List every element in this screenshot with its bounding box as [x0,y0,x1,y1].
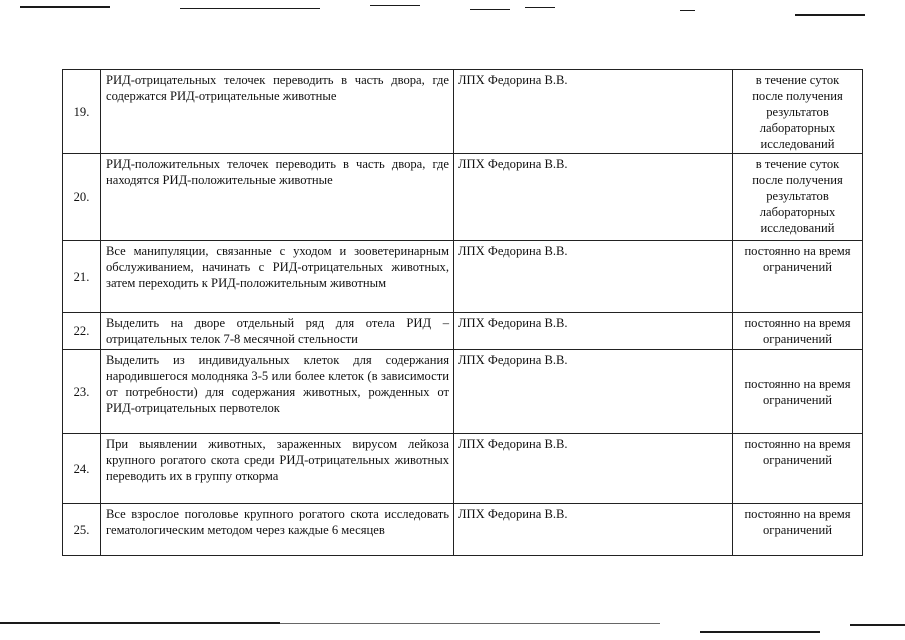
row-responsible: ЛПХ Федорина В.В. [454,313,733,350]
table-row [63,434,863,504]
scan-artifact-bottom-3 [700,631,820,633]
scan-artifact-bottom-4 [850,624,905,626]
row-number: 25. [63,504,101,556]
row-deadline: постоянно на время ограничений [733,504,863,556]
row-responsible: ЛПХ Федорина В.В. [454,350,733,434]
row-deadline: в течение суток после получения результатов лабораторных исследований [733,154,863,241]
row-number: 19. [63,70,101,154]
row-measure: Все взрослое поголовье крупного рогатого скота исследовать гематологическим методом через каждые 6 месяцев [101,504,454,556]
scan-artifact-top-4 [470,9,510,10]
row-number: 23. [63,350,101,434]
scan-artifact-top-2 [180,8,320,9]
row-measure: РИД-отрицательных телочек переводить в часть двора, где содержатся РИД-отрицательные животные [101,70,454,154]
scan-artifact-top-6 [680,10,695,11]
row-deadline: постоянно на время ограничений [733,313,863,350]
row-measure: РИД-положительных телочек переводить в часть двора, где находятся РИД-положительные животные [101,154,454,241]
scan-artifact-top-7 [795,14,865,16]
scan-artifact-top-3 [370,5,420,6]
row-responsible: ЛПХ Федорина В.В. [454,241,733,313]
table-row [63,70,863,154]
row-number: 20. [63,154,101,241]
row-measure: При выявлении животных, зараженных вирусом лейкоза крупного рогатого скота среди РИД-отрицательных животных переводить их в группу откорма [101,434,454,504]
table-row [63,350,863,434]
row-responsible: ЛПХ Федорина В.В. [454,70,733,154]
table-row [63,154,863,241]
row-deadline: постоянно на время ограничений [733,350,863,434]
row-responsible: ЛПХ Федорина В.В. [454,434,733,504]
row-deadline: в течение суток после получения результатов лабораторных исследований [733,70,863,154]
scan-artifact-top-1 [20,6,110,8]
row-responsible: ЛПХ Федорина В.В. [454,154,733,241]
row-deadline: постоянно на время ограничений [733,241,863,313]
row-responsible: ЛПХ Федорина В.В. [454,504,733,556]
table-row [63,504,863,556]
table-row [63,313,863,350]
row-number: 22. [63,313,101,350]
row-deadline: постоянно на время ограничений [733,434,863,504]
row-measure: Все манипуляции, связанные с уходом и зооветеринарным обслуживанием, начинать с РИД-отрицательных животных, затем переходить к РИД-положительным животным [101,241,454,313]
row-number: 21. [63,241,101,313]
row-measure: Выделить из индивидуальных клеток для содержания народившегося молодняка 3-5 или более клеток (в зависимости от потребности) для содержания животных, рожденных от РИД-отрицательных первотелок [101,350,454,434]
scan-artifact-bottom-1 [0,622,280,624]
scan-artifact-top-5 [525,7,555,8]
row-measure: Выделить на дворе отдельный ряд для отела РИД – отрицательных телок 7-8 месячной стельности [101,313,454,350]
table-row [63,241,863,313]
row-number: 24. [63,434,101,504]
scan-artifact-bottom-2 [280,623,660,624]
measures-table [62,69,863,556]
